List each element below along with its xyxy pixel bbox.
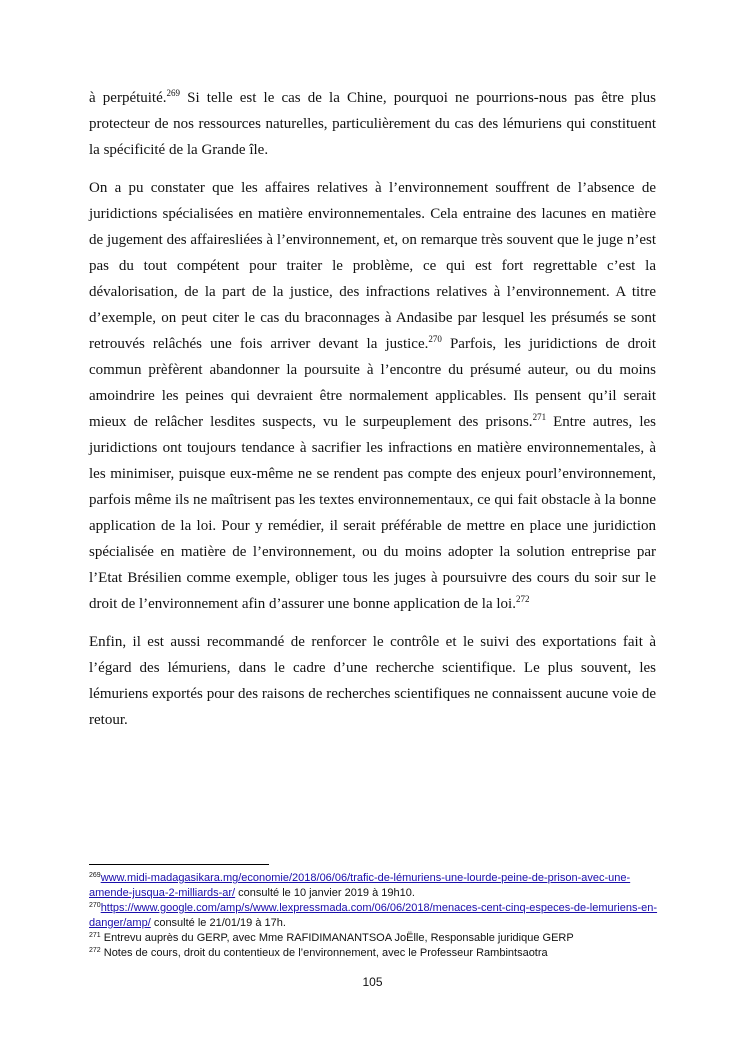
paragraph-text: Si telle est le cas de la Chine, pourquoi ne pourrions-nous pas être plus protecteur de nos ressources naturelles, particulièrement du cas des lémuriens qui constituent la spécificité de la Grande île. xyxy=(89,90,656,158)
footnote-number: 272 xyxy=(89,947,101,954)
paragraph xyxy=(89,85,656,163)
page-number: 105 xyxy=(362,975,383,989)
footnotes xyxy=(89,871,659,961)
paragraph-text: Enfin, il est aussi recommandé de renforcer le contrôle et le suivi des exportations fait à l’égard des lémuriens, dans le cadre d’une recherche scientifique. Le plus souvent, les lémuriens exportés pour des raisons de recherches scientifiques ne connaissent aucune voie de retour. xyxy=(89,634,656,728)
footnote xyxy=(89,871,659,901)
body-text xyxy=(89,85,656,745)
footnote-link[interactable]: https://www.google.com/amp/s/www.lexpressmada.com/06/06/2018/menaces-cent-cinq-especes-de-lemuriens-en-danger/amp/ xyxy=(89,902,658,929)
footnote-text: consulté le 10 janvier 2019 à 19h10. xyxy=(235,887,415,899)
footnote-reference: 271 xyxy=(532,412,547,422)
footnote xyxy=(89,901,659,931)
footnote-link[interactable]: www.midi-madagasikara.mg/economie/2018/06/06/trafic-de-lémuriens-une-lourde-peine-de-prison-avec-une-amende-jusqua-2-milliards-ar/ xyxy=(89,872,631,899)
paragraph xyxy=(89,629,656,733)
footnote-number: 271 xyxy=(89,932,101,939)
footnote xyxy=(89,931,659,946)
footnote-text: consulté le 21/01/19 à 17h. xyxy=(150,917,286,929)
paragraph-text: à perpétuité. xyxy=(89,90,167,106)
footnote-text: Entrevu auprès du GERP, avec Mme RAFIDIMANANTSOA JoËlle, Responsable juridique GERP xyxy=(100,932,574,944)
paragraph-text: Entre autres, les juridictions ont toujours tendance à sacrifier les infractions en matière environnementales, à les minimiser, puisque eux-même ne se rendent pas compte des enjeux pourl’environnement, parfois même ils ne maîtrisent pas les textes environnementaux, ce qui fait obstacle à la bonne application de la loi. Pour y remédier, il serait préférable de mettre en place une juridiction spécialisée en matière de l’environnement, ou du moins adopter la solution entreprise par l’Etat Brésilien comme exemple, obliger tous les juges à poursuivre des cours du soir sur le droit de l’environnement afin d’assurer une bonne application de la loi. xyxy=(89,414,656,612)
footnote xyxy=(89,946,659,961)
footnote-reference: 269 xyxy=(166,88,181,98)
footnote-number: 269 xyxy=(89,872,101,879)
paragraph xyxy=(89,175,656,617)
paragraph-text: On a pu constater que les affaires relatives à l’environnement souffrent de l’absence de juridictions spécialisées en matière environnementales. Cela entraine des lacunes en matière de jugement des affairesliées à l’environnement, et, on remarque très souvent que le juge n’est pas du tout compétent pour traiter le problème, ce qui est fort regrettable c’est la dévalorisation, de la part de la justice, des infractions relatives à l’environnement. A titre d’exemple, on peut citer le cas du braconnages à Andasibe par lesquel les présumés se sont retrouvés relâchés une fois arriver devant la justice. xyxy=(89,180,656,352)
paragraph-text: Parfois, les juridictions de droit commun prèfèrent abandonner la poursuite à l’encontre du présumé auteur, ou du moins amoindrire les peines qui devraient être normalement applicables. Ils pensent qu’il serait mieux de relâcher lesdites suspects, vu le surpeuplement des prisons. xyxy=(89,336,656,430)
footnote-number: 270 xyxy=(89,902,101,909)
footnote-reference: 270 xyxy=(428,334,442,344)
footnote-reference: 272 xyxy=(515,594,530,604)
footnote-text: Notes de cours, droit du contentieux de l’environnement, avec le Professeur Rambintsaotra xyxy=(100,947,548,959)
footnote-separator xyxy=(89,864,269,865)
